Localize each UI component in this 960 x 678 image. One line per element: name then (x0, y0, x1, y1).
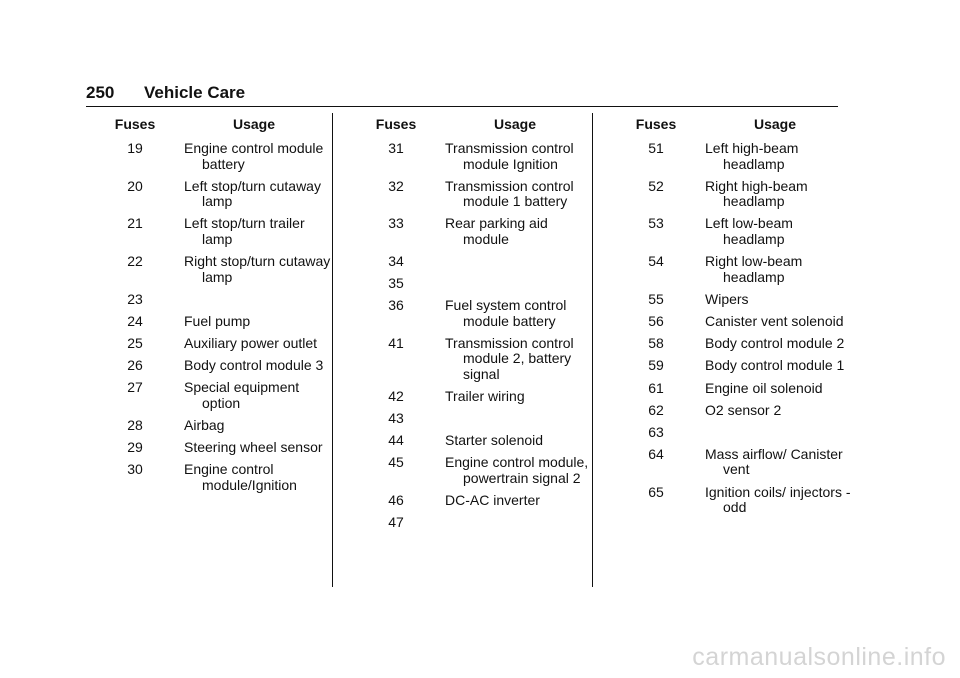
fuse-usage: Body control module 1 (705, 357, 845, 374)
column-header (621, 117, 853, 132)
table-row (100, 418, 332, 434)
fuse-usage: Transmission control module 1 battery (445, 177, 574, 210)
fuse-number: 61 (648, 379, 664, 396)
fuse-usage: Transmission control module 2, battery signal (445, 334, 574, 382)
fuse-usage: Engine control module, powertrain signal 2 (445, 454, 589, 486)
fuse-usage (691, 425, 853, 441)
table-row (100, 179, 332, 210)
fuse-usage: Left high-beam headlamp (705, 140, 799, 172)
fuse-usage: Trailer wiring (445, 387, 525, 404)
table-row (361, 298, 593, 329)
table-row (361, 433, 593, 449)
fuse-usage: Starter solenoid (445, 432, 544, 449)
fuse-usage: Body control module 3 (184, 357, 324, 374)
fuse-number: 28 (127, 417, 143, 433)
fuse-usage: Fuel pump (184, 312, 251, 329)
fuse-number: 44 (388, 432, 404, 449)
section-title: Vehicle Care (144, 83, 246, 102)
table-row (621, 381, 853, 397)
fuse-usage: Left low-beam headlamp (705, 215, 793, 247)
fuse-number: 24 (127, 312, 143, 329)
table-row (361, 276, 593, 292)
table-row (361, 411, 593, 427)
fuse-number: 23 (127, 290, 143, 307)
table-row (100, 314, 332, 330)
table-row (621, 358, 853, 374)
fuse-usage: Fuel system control module battery (445, 297, 567, 329)
fuse-number: 19 (127, 140, 143, 156)
table-row (361, 216, 593, 247)
fuse-usage: Right stop/turn cutaway lamp (184, 253, 331, 285)
page-header (86, 84, 838, 107)
column-header (361, 117, 593, 132)
fuse-number: 55 (648, 290, 664, 307)
fuse-number: 52 (648, 177, 664, 194)
fuse-usage: Wipers (705, 290, 749, 307)
fuse-usage (431, 411, 593, 427)
table-row (361, 141, 593, 172)
fuse-number: 31 (388, 140, 404, 156)
fuse-number: 30 (127, 461, 143, 478)
fuse-number: 20 (127, 177, 143, 194)
fuse-number: 64 (648, 445, 664, 462)
fuse-number: 34 (388, 253, 404, 270)
fuse-number: 35 (388, 275, 404, 292)
fuse-usage: Engine oil solenoid (705, 379, 823, 396)
fuse-table-column-1 (100, 117, 332, 500)
fuse-usage: Auxiliary power outlet (184, 334, 318, 351)
fuse-table-column-2 (361, 117, 593, 537)
table-row (100, 216, 332, 247)
fuse-usage: DC-AC inverter (445, 492, 540, 508)
fuses-header: Fuses (375, 116, 417, 132)
table-row (361, 389, 593, 405)
fuse-number: 65 (648, 483, 664, 500)
fuse-usage: Rear parking aid module (445, 215, 548, 247)
table-row (100, 358, 332, 374)
table-row (361, 455, 593, 486)
table-row (621, 216, 853, 247)
table-row (621, 425, 853, 441)
fuse-usage: Right low-beam headlamp (705, 253, 803, 285)
fuse-number: 62 (648, 401, 664, 418)
fuse-usage: Ignition coils/ injectors - odd (705, 483, 851, 516)
fuse-usage: Engine control module battery (184, 140, 324, 172)
usage-header: Usage (493, 116, 537, 132)
fuse-number: 42 (388, 387, 404, 404)
fuse-usage: Engine control module/Ignition (184, 461, 297, 493)
table-row (621, 292, 853, 308)
table-row (621, 141, 853, 172)
fuse-number: 21 (127, 215, 143, 232)
column-divider (332, 113, 333, 587)
fuse-usage: Special equipment option (184, 379, 300, 411)
table-row (100, 440, 332, 456)
fuses-header: Fuses (635, 116, 677, 132)
table-row (361, 515, 593, 531)
fuse-number: 41 (388, 334, 404, 351)
fuse-number: 27 (127, 379, 143, 396)
fuse-number: 26 (127, 357, 143, 374)
fuse-usage: Body control module 2 (705, 335, 845, 352)
table-row (621, 447, 853, 478)
watermark: carmanualsonline.info (692, 643, 946, 671)
fuse-usage: O2 sensor 2 (705, 401, 782, 418)
fuse-usage: Left stop/turn trailer lamp (184, 215, 305, 247)
fuse-number: 43 (388, 410, 404, 427)
fuse-usage: Steering wheel sensor (184, 439, 323, 456)
fuses-header: Fuses (114, 116, 156, 132)
fuse-number: 58 (648, 335, 664, 352)
fuse-number: 45 (388, 454, 404, 471)
fuse-usage: Left stop/turn cutaway lamp (184, 177, 321, 210)
table-row (621, 254, 853, 285)
fuse-number: 25 (127, 334, 143, 351)
table-row (361, 493, 593, 509)
page-number: 250 (86, 83, 115, 102)
fuse-usage: Airbag (184, 417, 225, 433)
fuse-number: 51 (648, 140, 664, 156)
table-row (621, 179, 853, 210)
fuse-number: 36 (388, 297, 404, 314)
fuse-usage: Transmission control module Ignition (445, 140, 574, 172)
fuse-usage: Mass airflow/ Canister vent (705, 445, 843, 478)
table-row (100, 141, 332, 172)
table-row (100, 462, 332, 493)
table-row (361, 254, 593, 270)
fuse-usage: Right high-beam headlamp (705, 177, 808, 210)
table-row (621, 485, 853, 516)
fuse-table-column-3 (621, 117, 853, 522)
fuse-number: 33 (388, 215, 404, 232)
fuse-number: 54 (648, 253, 664, 270)
fuse-number: 59 (648, 357, 664, 374)
table-row (361, 179, 593, 210)
fuse-usage (431, 515, 593, 531)
fuse-number: 22 (127, 253, 143, 270)
table-row (100, 254, 332, 285)
usage-header: Usage (232, 116, 276, 132)
fuse-usage (431, 276, 593, 292)
table-row (621, 336, 853, 352)
fuse-number: 29 (127, 439, 143, 456)
table-row (621, 314, 853, 330)
column-header (100, 117, 332, 132)
fuse-number: 32 (388, 177, 404, 194)
table-row (100, 336, 332, 352)
table-row (621, 403, 853, 419)
usage-header: Usage (753, 116, 797, 132)
fuse-number: 46 (388, 492, 404, 508)
table-row (361, 336, 593, 383)
fuse-usage (431, 254, 593, 270)
table-row (100, 380, 332, 411)
fuse-number: 53 (648, 215, 664, 232)
fuse-number: 47 (388, 514, 404, 531)
fuse-number: 63 (648, 423, 664, 440)
fuse-number: 56 (648, 312, 664, 329)
fuse-usage: Canister vent solenoid (705, 312, 844, 329)
table-row (100, 292, 332, 308)
fuse-usage (170, 292, 332, 308)
